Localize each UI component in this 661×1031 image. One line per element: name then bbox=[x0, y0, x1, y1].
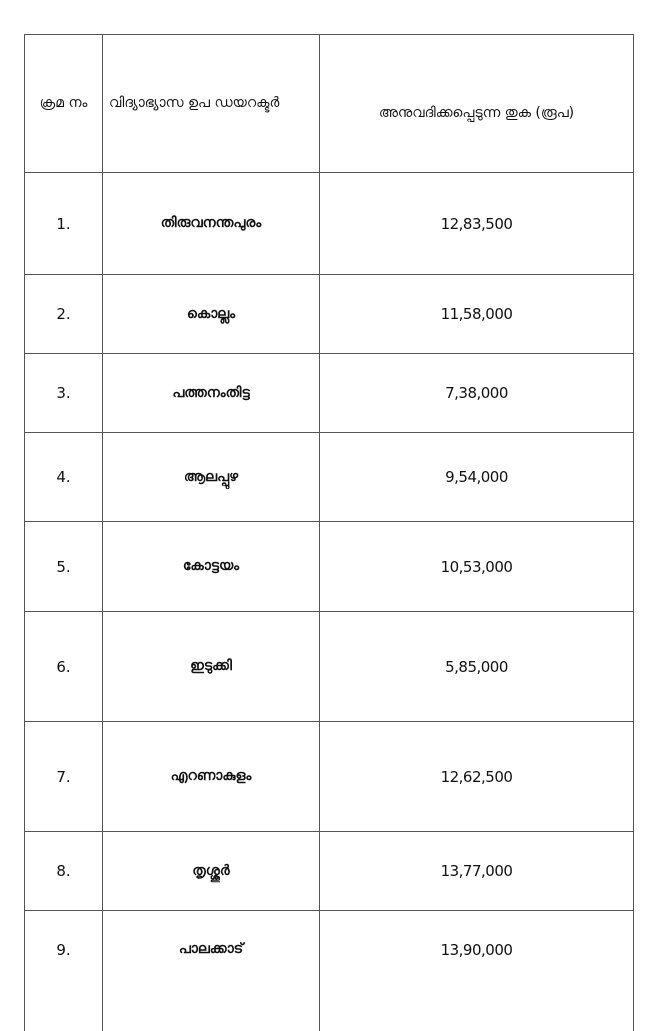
table-header-row bbox=[25, 35, 634, 173]
row-office-name: ആലപ്പുഴ bbox=[103, 433, 320, 522]
row-amount: 5,85,000 bbox=[320, 612, 634, 722]
row-office-name: പത്തനംതിട്ട bbox=[103, 354, 320, 433]
table-row bbox=[25, 911, 634, 1031]
row-amount: 11,58,000 bbox=[320, 275, 634, 354]
row-serial-number: 2. bbox=[25, 275, 103, 354]
row-office-name: കൊല്ലം bbox=[103, 275, 320, 354]
row-serial-number: 6. bbox=[25, 612, 103, 722]
row-amount: 7,38,000 bbox=[320, 354, 634, 433]
header-amount: അനുവദിക്കപ്പെടുന്ന തുക (രൂപ) bbox=[320, 35, 634, 173]
row-office-name: തൃശ്ശൂർ bbox=[103, 832, 320, 911]
table-row bbox=[25, 722, 634, 832]
header-office: വിദ്യാഭ്യാസ ഉപ ഡയറക്ടർ bbox=[103, 35, 320, 173]
row-serial-number: 7. bbox=[25, 722, 103, 832]
row-office-name: ഇടുക്കി bbox=[103, 612, 320, 722]
row-office-name: എറണാകുളം bbox=[103, 722, 320, 832]
row-amount: 9,54,000 bbox=[320, 433, 634, 522]
row-serial-number: 3. bbox=[25, 354, 103, 433]
allocation-table-container bbox=[24, 34, 633, 1031]
header-serial-number: ക്രമ നം bbox=[25, 35, 103, 173]
table-row bbox=[25, 612, 634, 722]
table-row bbox=[25, 173, 634, 275]
row-office-name: പാലക്കാട് bbox=[103, 911, 320, 1031]
row-amount: 12,83,500 bbox=[320, 173, 634, 275]
row-amount: 10,53,000 bbox=[320, 522, 634, 612]
table-row bbox=[25, 522, 634, 612]
row-serial-number: 1. bbox=[25, 173, 103, 275]
row-serial-number: 9. bbox=[25, 911, 103, 1031]
row-serial-number: 8. bbox=[25, 832, 103, 911]
row-amount: 12,62,500 bbox=[320, 722, 634, 832]
table-row bbox=[25, 354, 634, 433]
allocation-table bbox=[24, 34, 634, 1031]
row-amount: 13,90,000 bbox=[320, 911, 634, 1031]
row-serial-number: 4. bbox=[25, 433, 103, 522]
row-office-name: കോട്ടയം bbox=[103, 522, 320, 612]
row-office-name: തിരുവനന്തപുരം bbox=[103, 173, 320, 275]
table-row bbox=[25, 275, 634, 354]
row-amount: 13,77,000 bbox=[320, 832, 634, 911]
table-row bbox=[25, 433, 634, 522]
table-row bbox=[25, 832, 634, 911]
row-serial-number: 5. bbox=[25, 522, 103, 612]
